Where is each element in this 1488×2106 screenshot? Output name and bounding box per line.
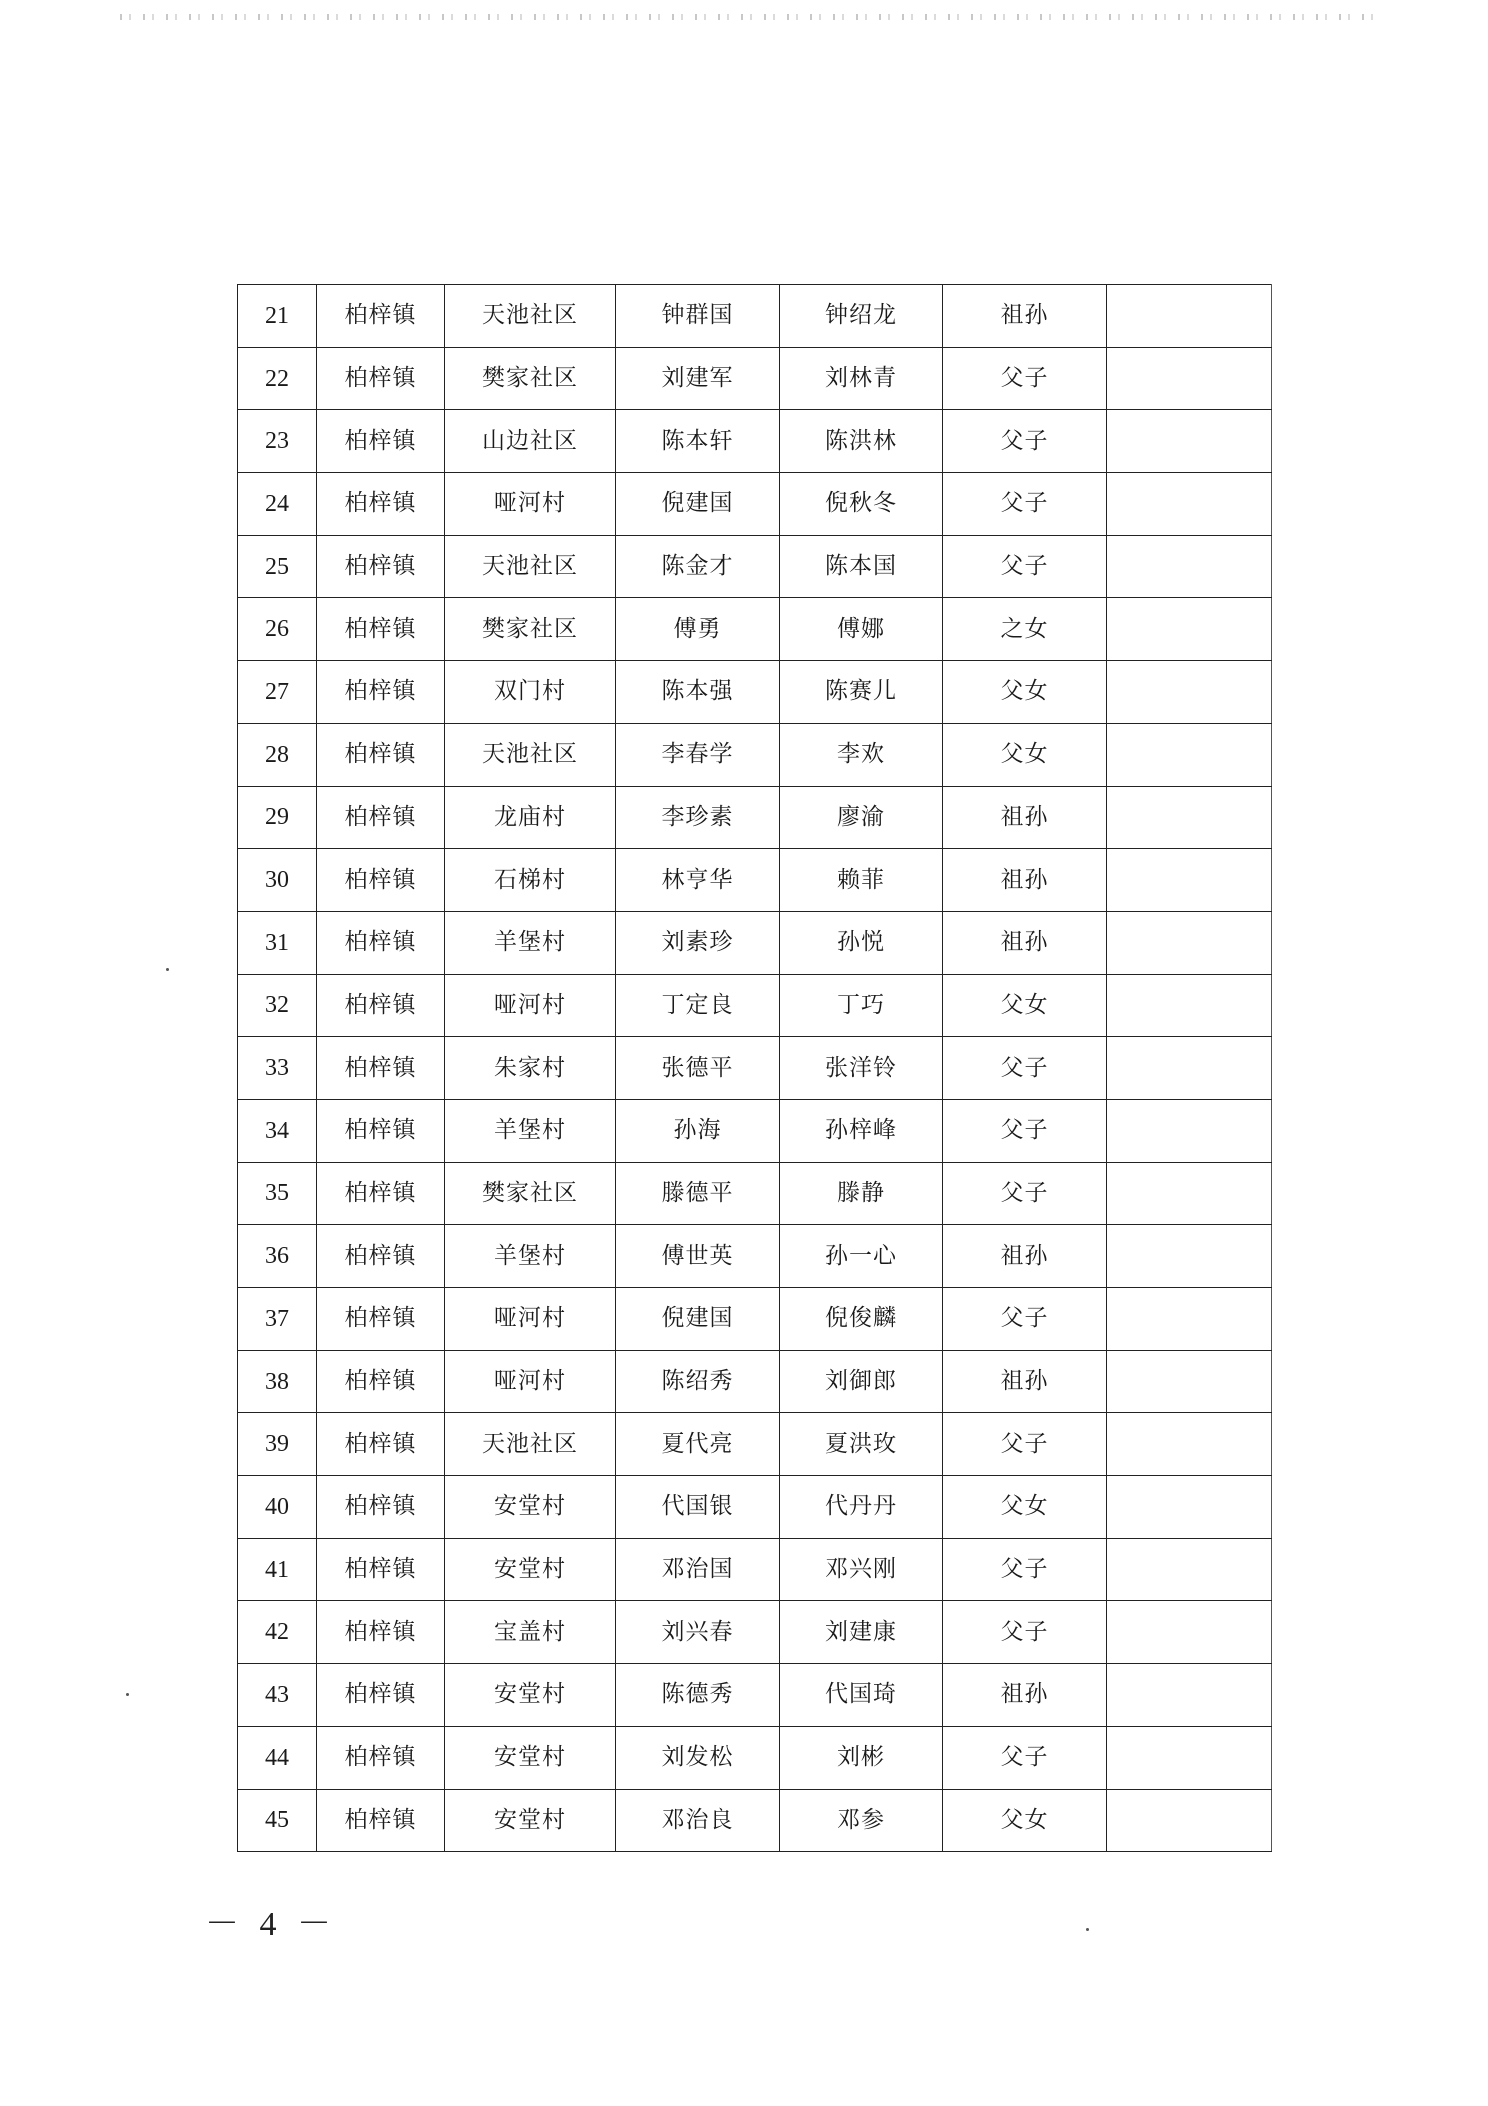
cell-applicant-name: 傅世英 <box>616 1225 780 1288</box>
cell-relationship: 父女 <box>943 723 1107 786</box>
cell-family-member-name: 廖渝 <box>780 786 943 849</box>
cell-remarks <box>1107 1664 1272 1727</box>
cell-village: 安堂村 <box>445 1538 616 1601</box>
cell-row-number: 26 <box>238 598 317 661</box>
cell-remarks <box>1107 1162 1272 1225</box>
table-row <box>238 1037 1272 1100</box>
table-row <box>238 911 1272 974</box>
table-row <box>238 1288 1272 1351</box>
cell-row-number: 21 <box>238 285 317 348</box>
cell-village: 天池社区 <box>445 723 616 786</box>
cell-family-member-name: 孙梓峰 <box>780 1099 943 1162</box>
cell-town: 柏梓镇 <box>317 535 445 598</box>
cell-remarks <box>1107 598 1272 661</box>
cell-remarks <box>1107 849 1272 912</box>
cell-remarks <box>1107 1099 1272 1162</box>
cell-town: 柏梓镇 <box>317 849 445 912</box>
cell-village: 哑河村 <box>445 974 616 1037</box>
cell-applicant-name: 陈本强 <box>616 661 780 724</box>
cell-town: 柏梓镇 <box>317 1225 445 1288</box>
cell-village: 石梯村 <box>445 849 616 912</box>
cell-relationship: 父子 <box>943 1162 1107 1225</box>
cell-town: 柏梓镇 <box>317 1288 445 1351</box>
cell-relationship: 祖孙 <box>943 849 1107 912</box>
cell-village: 樊家社区 <box>445 1162 616 1225</box>
cell-remarks <box>1107 1476 1272 1539</box>
scan-artifact-top <box>120 14 1380 20</box>
cell-row-number: 33 <box>238 1037 317 1100</box>
cell-row-number: 41 <box>238 1538 317 1601</box>
cell-applicant-name: 刘兴春 <box>616 1601 780 1664</box>
cell-town: 柏梓镇 <box>317 1413 445 1476</box>
cell-relationship: 父子 <box>943 1601 1107 1664</box>
cell-relationship: 祖孙 <box>943 1350 1107 1413</box>
cell-row-number: 22 <box>238 347 317 410</box>
cell-remarks <box>1107 1350 1272 1413</box>
cell-village: 樊家社区 <box>445 347 616 410</box>
cell-town: 柏梓镇 <box>317 1350 445 1413</box>
cell-row-number: 45 <box>238 1789 317 1852</box>
cell-village: 龙庙村 <box>445 786 616 849</box>
table-row <box>238 598 1272 661</box>
page-number: － 4 － <box>205 1906 337 1943</box>
table-row <box>238 1664 1272 1727</box>
table-row <box>238 347 1272 410</box>
cell-row-number: 43 <box>238 1664 317 1727</box>
cell-village: 天池社区 <box>445 1413 616 1476</box>
cell-family-member-name: 代丹丹 <box>780 1476 943 1539</box>
cell-town: 柏梓镇 <box>317 1601 445 1664</box>
cell-family-member-name: 丁巧 <box>780 974 943 1037</box>
cell-village: 哑河村 <box>445 1350 616 1413</box>
cell-relationship: 父子 <box>943 1099 1107 1162</box>
cell-applicant-name: 李春学 <box>616 723 780 786</box>
cell-relationship: 之女 <box>943 598 1107 661</box>
cell-village: 羊堡村 <box>445 1099 616 1162</box>
cell-applicant-name: 李珍素 <box>616 786 780 849</box>
cell-row-number: 28 <box>238 723 317 786</box>
cell-applicant-name: 张德平 <box>616 1037 780 1100</box>
cell-family-member-name: 孙悦 <box>780 911 943 974</box>
cell-village: 天池社区 <box>445 535 616 598</box>
table-row <box>238 786 1272 849</box>
table-row <box>238 974 1272 1037</box>
cell-town: 柏梓镇 <box>317 285 445 348</box>
cell-village: 朱家村 <box>445 1037 616 1100</box>
cell-town: 柏梓镇 <box>317 1726 445 1789</box>
cell-village: 天池社区 <box>445 285 616 348</box>
cell-remarks <box>1107 1789 1272 1852</box>
cell-relationship: 父女 <box>943 1476 1107 1539</box>
cell-row-number: 42 <box>238 1601 317 1664</box>
cell-row-number: 24 <box>238 473 317 536</box>
cell-town: 柏梓镇 <box>317 1538 445 1601</box>
cell-relationship: 祖孙 <box>943 786 1107 849</box>
cell-relationship: 父女 <box>943 1789 1107 1852</box>
cell-applicant-name: 孙海 <box>616 1099 780 1162</box>
cell-applicant-name: 钟群国 <box>616 285 780 348</box>
cell-family-member-name: 李欢 <box>780 723 943 786</box>
cell-town: 柏梓镇 <box>317 1476 445 1539</box>
cell-remarks <box>1107 1601 1272 1664</box>
cell-relationship: 父子 <box>943 1413 1107 1476</box>
cell-village: 樊家社区 <box>445 598 616 661</box>
table-row <box>238 849 1272 912</box>
table-body <box>238 285 1272 1852</box>
table-row <box>238 1225 1272 1288</box>
cell-relationship: 父女 <box>943 661 1107 724</box>
cell-remarks <box>1107 473 1272 536</box>
cell-family-member-name: 赖菲 <box>780 849 943 912</box>
cell-remarks <box>1107 1288 1272 1351</box>
cell-remarks <box>1107 1225 1272 1288</box>
cell-applicant-name: 丁定良 <box>616 974 780 1037</box>
cell-family-member-name: 夏洪玫 <box>780 1413 943 1476</box>
cell-village: 安堂村 <box>445 1476 616 1539</box>
cell-family-member-name: 刘林青 <box>780 347 943 410</box>
cell-family-member-name: 钟绍龙 <box>780 285 943 348</box>
cell-row-number: 25 <box>238 535 317 598</box>
cell-family-member-name: 陈本国 <box>780 535 943 598</box>
cell-row-number: 36 <box>238 1225 317 1288</box>
cell-remarks <box>1107 1413 1272 1476</box>
cell-remarks <box>1107 1726 1272 1789</box>
cell-relationship: 祖孙 <box>943 911 1107 974</box>
cell-row-number: 23 <box>238 410 317 473</box>
cell-row-number: 27 <box>238 661 317 724</box>
cell-family-member-name: 刘建康 <box>780 1601 943 1664</box>
cell-row-number: 39 <box>238 1413 317 1476</box>
cell-village: 宝盖村 <box>445 1601 616 1664</box>
cell-town: 柏梓镇 <box>317 723 445 786</box>
cell-village: 羊堡村 <box>445 911 616 974</box>
cell-row-number: 30 <box>238 849 317 912</box>
cell-applicant-name: 傅勇 <box>616 598 780 661</box>
scan-speck <box>166 968 169 971</box>
cell-applicant-name: 陈本轩 <box>616 410 780 473</box>
cell-family-member-name: 倪俊麟 <box>780 1288 943 1351</box>
cell-remarks <box>1107 661 1272 724</box>
cell-town: 柏梓镇 <box>317 786 445 849</box>
cell-relationship: 父女 <box>943 974 1107 1037</box>
table-row <box>238 1350 1272 1413</box>
cell-applicant-name: 邓治良 <box>616 1789 780 1852</box>
scan-speck <box>126 1693 129 1696</box>
cell-family-member-name: 孙一心 <box>780 1225 943 1288</box>
table-row <box>238 661 1272 724</box>
cell-relationship: 父子 <box>943 1037 1107 1100</box>
table-row <box>238 1099 1272 1162</box>
table-row <box>238 1789 1272 1852</box>
cell-relationship: 父子 <box>943 1726 1107 1789</box>
cell-relationship: 父子 <box>943 535 1107 598</box>
cell-village: 哑河村 <box>445 1288 616 1351</box>
cell-town: 柏梓镇 <box>317 410 445 473</box>
cell-relationship: 父子 <box>943 410 1107 473</box>
cell-relationship: 父子 <box>943 1288 1107 1351</box>
cell-row-number: 38 <box>238 1350 317 1413</box>
cell-remarks <box>1107 285 1272 348</box>
cell-town: 柏梓镇 <box>317 911 445 974</box>
cell-applicant-name: 刘发松 <box>616 1726 780 1789</box>
cell-row-number: 34 <box>238 1099 317 1162</box>
cell-row-number: 37 <box>238 1288 317 1351</box>
table-row <box>238 473 1272 536</box>
cell-remarks <box>1107 911 1272 974</box>
cell-town: 柏梓镇 <box>317 974 445 1037</box>
cell-relationship: 祖孙 <box>943 285 1107 348</box>
cell-applicant-name: 代国银 <box>616 1476 780 1539</box>
cell-remarks <box>1107 1037 1272 1100</box>
cell-remarks <box>1107 347 1272 410</box>
table-row <box>238 1538 1272 1601</box>
cell-family-member-name: 刘御郎 <box>780 1350 943 1413</box>
cell-village: 山边社区 <box>445 410 616 473</box>
cell-applicant-name: 倪建国 <box>616 473 780 536</box>
scan-speck <box>1086 1928 1089 1931</box>
table-row <box>238 1601 1272 1664</box>
table-row <box>238 1476 1272 1539</box>
cell-relationship: 父子 <box>943 1538 1107 1601</box>
table-row <box>238 1413 1272 1476</box>
cell-remarks <box>1107 535 1272 598</box>
cell-village: 双门村 <box>445 661 616 724</box>
cell-town: 柏梓镇 <box>317 1789 445 1852</box>
table-row <box>238 723 1272 786</box>
cell-row-number: 31 <box>238 911 317 974</box>
cell-relationship: 父子 <box>943 347 1107 410</box>
cell-village: 安堂村 <box>445 1726 616 1789</box>
cell-applicant-name: 刘素珍 <box>616 911 780 974</box>
cell-village: 羊堡村 <box>445 1225 616 1288</box>
cell-applicant-name: 刘建军 <box>616 347 780 410</box>
cell-row-number: 32 <box>238 974 317 1037</box>
cell-applicant-name: 陈金才 <box>616 535 780 598</box>
table-row <box>238 1162 1272 1225</box>
cell-family-member-name: 傅娜 <box>780 598 943 661</box>
cell-family-member-name: 邓参 <box>780 1789 943 1852</box>
cell-applicant-name: 邓治国 <box>616 1538 780 1601</box>
cell-family-member-name: 陈洪林 <box>780 410 943 473</box>
cell-applicant-name: 陈德秀 <box>616 1664 780 1727</box>
cell-applicant-name: 陈绍秀 <box>616 1350 780 1413</box>
cell-relationship: 父子 <box>943 473 1107 536</box>
table-row <box>238 535 1272 598</box>
cell-applicant-name: 夏代亮 <box>616 1413 780 1476</box>
cell-row-number: 44 <box>238 1726 317 1789</box>
cell-family-member-name: 陈赛儿 <box>780 661 943 724</box>
cell-town: 柏梓镇 <box>317 598 445 661</box>
cell-town: 柏梓镇 <box>317 347 445 410</box>
cell-town: 柏梓镇 <box>317 661 445 724</box>
cell-relationship: 祖孙 <box>943 1225 1107 1288</box>
cell-relationship: 祖孙 <box>943 1664 1107 1727</box>
cell-row-number: 40 <box>238 1476 317 1539</box>
cell-town: 柏梓镇 <box>317 1162 445 1225</box>
cell-town: 柏梓镇 <box>317 473 445 536</box>
cell-town: 柏梓镇 <box>317 1037 445 1100</box>
cell-town: 柏梓镇 <box>317 1099 445 1162</box>
cell-family-member-name: 张洋铃 <box>780 1037 943 1100</box>
cell-family-member-name: 倪秋冬 <box>780 473 943 536</box>
table-row <box>238 285 1272 348</box>
cell-family-member-name: 刘彬 <box>780 1726 943 1789</box>
cell-remarks <box>1107 1538 1272 1601</box>
cell-applicant-name: 倪建国 <box>616 1288 780 1351</box>
table-row <box>238 1726 1272 1789</box>
table-row <box>238 410 1272 473</box>
cell-applicant-name: 林亨华 <box>616 849 780 912</box>
cell-family-member-name: 滕静 <box>780 1162 943 1225</box>
records-table <box>237 284 1272 1852</box>
cell-village: 安堂村 <box>445 1664 616 1727</box>
cell-remarks <box>1107 723 1272 786</box>
cell-remarks <box>1107 974 1272 1037</box>
cell-village: 安堂村 <box>445 1789 616 1852</box>
cell-family-member-name: 代国琦 <box>780 1664 943 1727</box>
cell-row-number: 35 <box>238 1162 317 1225</box>
cell-village: 哑河村 <box>445 473 616 536</box>
cell-row-number: 29 <box>238 786 317 849</box>
cell-remarks <box>1107 786 1272 849</box>
cell-family-member-name: 邓兴刚 <box>780 1538 943 1601</box>
cell-town: 柏梓镇 <box>317 1664 445 1727</box>
cell-applicant-name: 滕德平 <box>616 1162 780 1225</box>
cell-remarks <box>1107 410 1272 473</box>
